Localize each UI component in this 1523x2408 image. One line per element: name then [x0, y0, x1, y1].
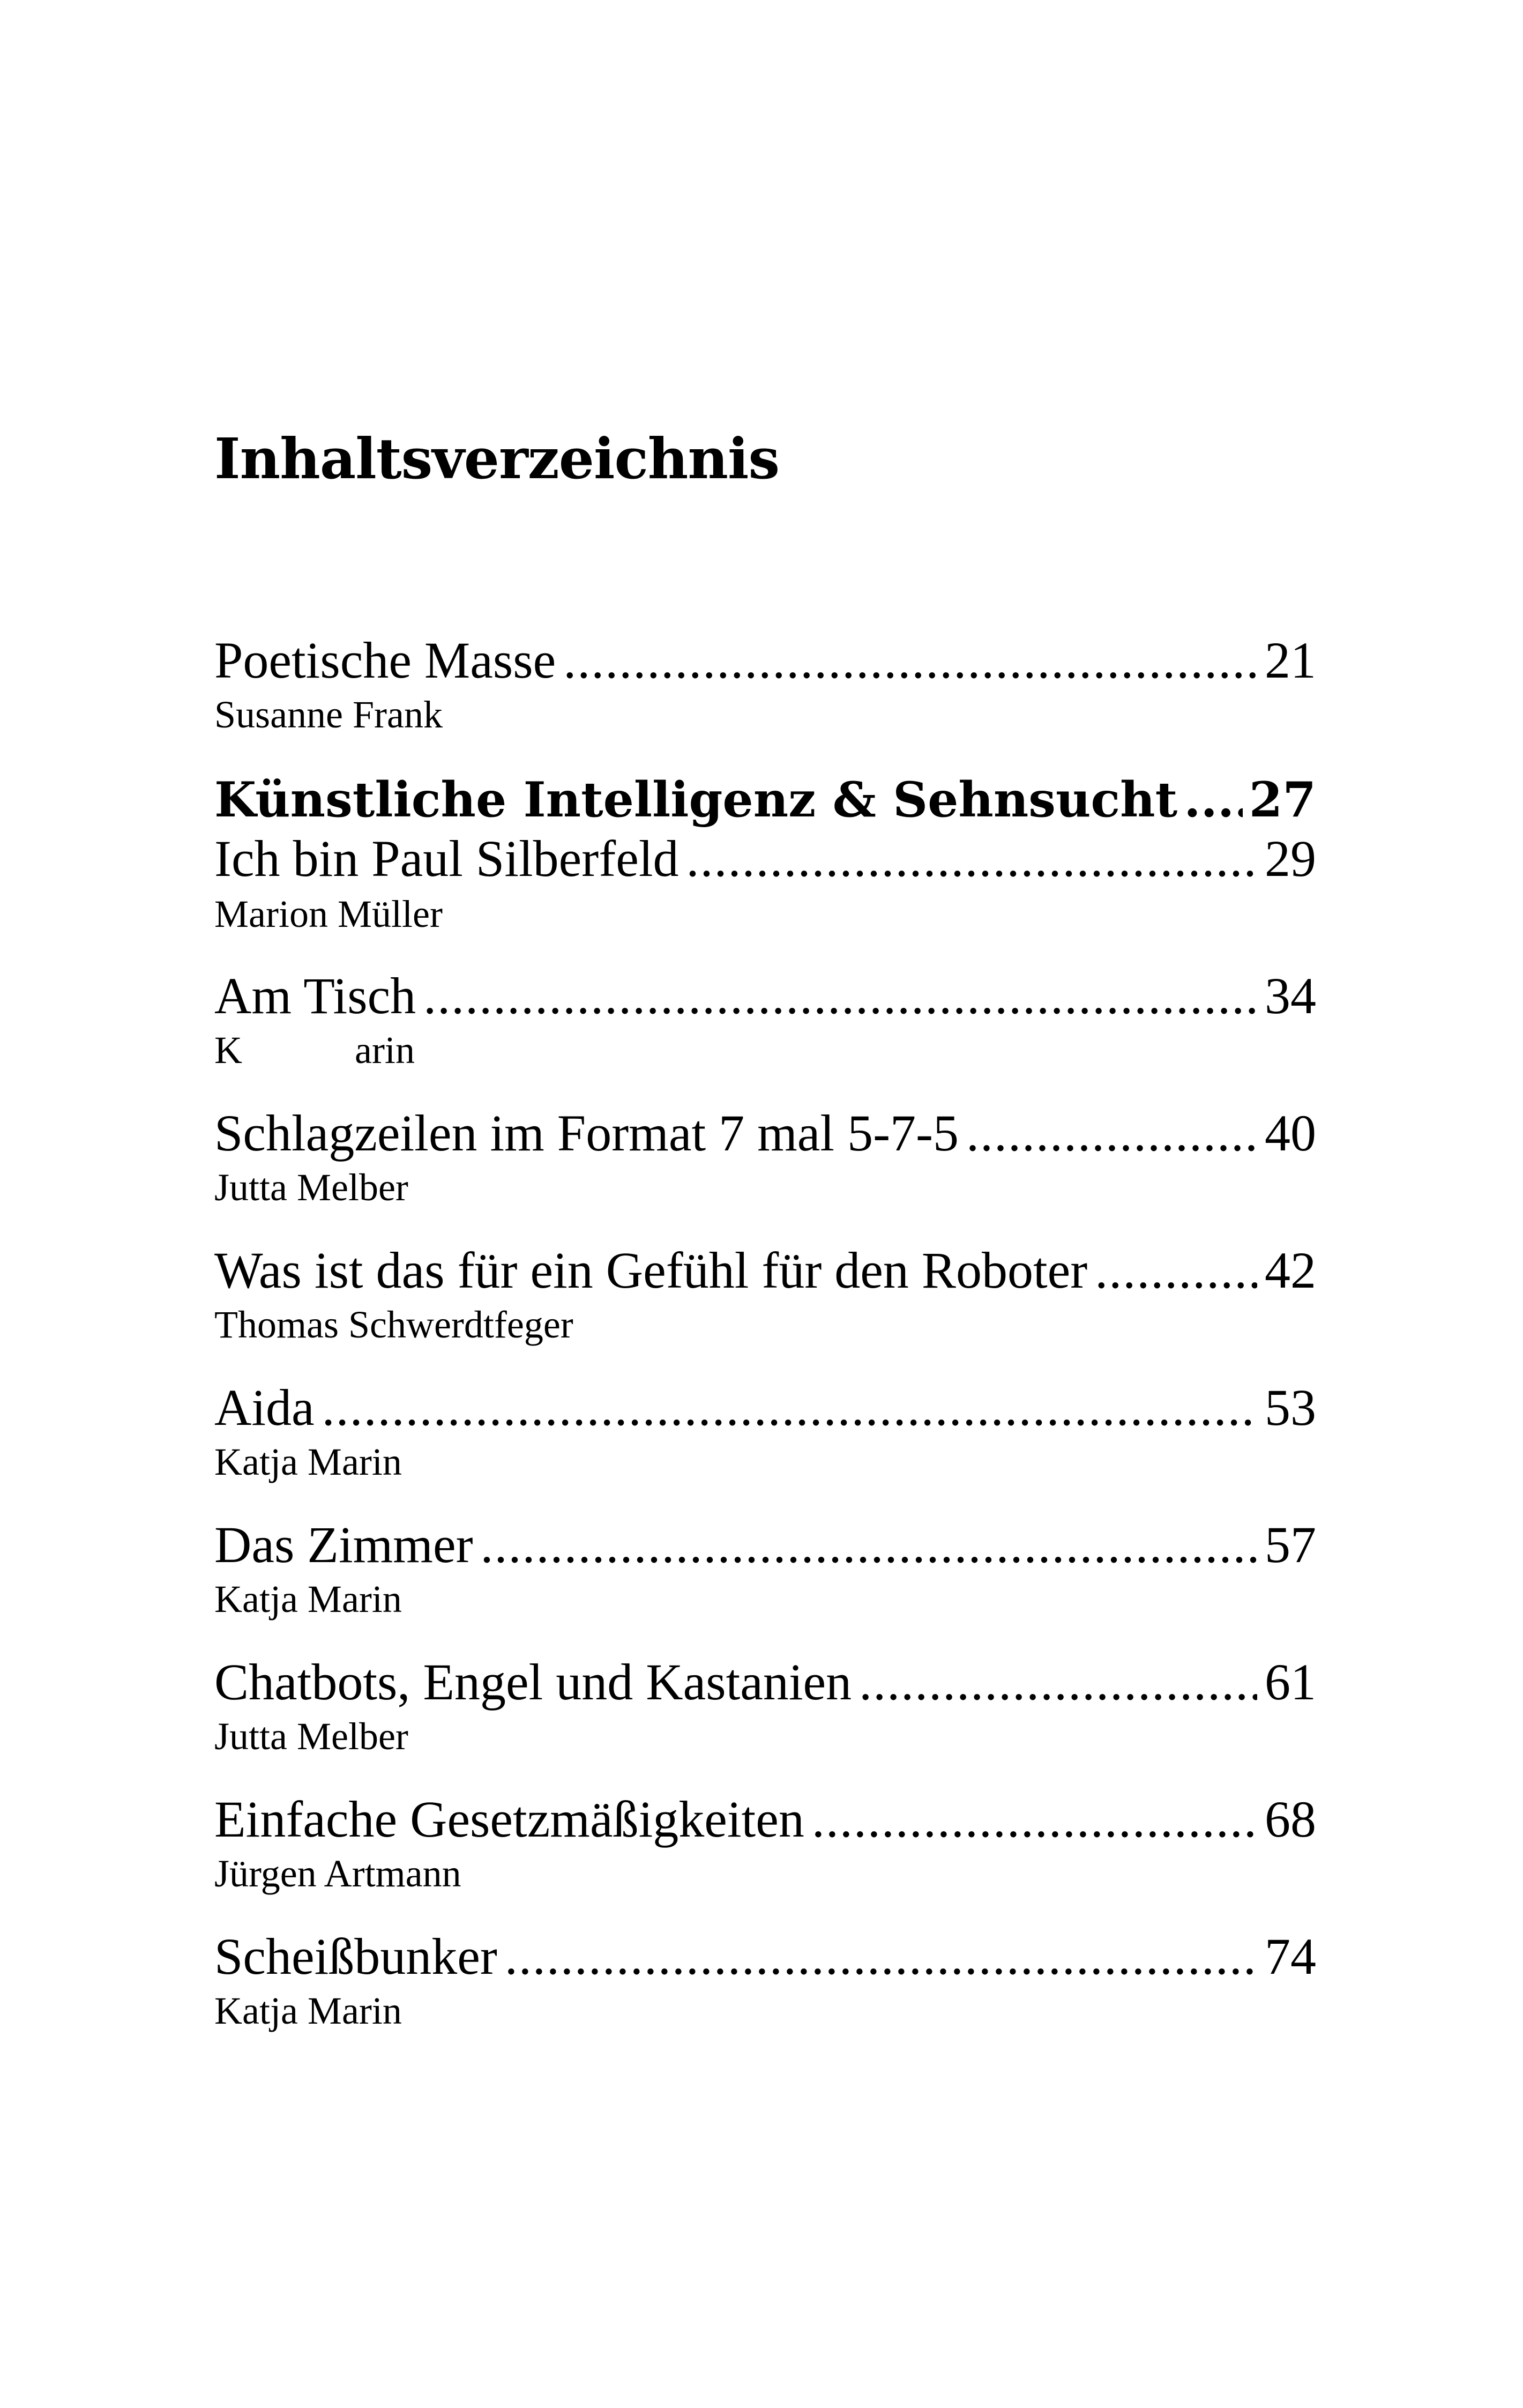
- entry-title: Chatbots, Engel und Kastanien: [214, 1653, 852, 1711]
- toc-entry[interactable]: [214, 628, 1316, 693]
- dot-leader: [859, 1650, 1257, 1714]
- entry-title: Was ist das für ein Gefühl für den Roboter: [214, 1242, 1088, 1299]
- entry-author: Marion Müller: [214, 893, 443, 935]
- entry-title: Ich bin Paul Silberfeld: [214, 830, 679, 887]
- page-number: 61: [1265, 1653, 1316, 1711]
- entry-author: Katja Marin: [214, 1989, 402, 2032]
- dot-leader: [423, 964, 1257, 1028]
- dot-leader: [563, 628, 1257, 693]
- dot-leader: [1184, 768, 1243, 832]
- entry-title: Das Zimmer: [214, 1516, 473, 1573]
- entry-author: Thomas Schwerdtfeger: [214, 1303, 573, 1346]
- entry-title: Einfache Gesetzmäßigkeiten: [214, 1790, 804, 1848]
- toc-entry[interactable]: [214, 964, 1316, 1028]
- entry-author: Katja Marin: [214, 1578, 402, 1621]
- page-number: 40: [1265, 1104, 1316, 1162]
- toc-entry[interactable]: [214, 1376, 1316, 1440]
- dot-leader: [481, 1513, 1257, 1577]
- page-number: 27: [1249, 771, 1316, 828]
- page-number: 53: [1265, 1379, 1316, 1436]
- author-fragment-left: K: [214, 1029, 242, 1072]
- page-number: 68: [1265, 1790, 1316, 1848]
- page-number: 34: [1265, 967, 1316, 1024]
- toc-entry[interactable]: [214, 827, 1316, 891]
- entry-title: Schlagzeilen im Format 7 mal 5-7-5: [214, 1104, 959, 1162]
- page-title: Inhaltsverzeichnis: [214, 426, 780, 492]
- entry-author: Jutta Melber: [214, 1166, 408, 1209]
- entry-title: Aida: [214, 1379, 315, 1436]
- entry-author: Jutta Melber: [214, 1715, 408, 1758]
- toc-section-heading[interactable]: [214, 768, 1316, 832]
- dot-leader: [322, 1376, 1257, 1440]
- entry-title: Scheißbunker: [214, 1928, 497, 1985]
- entry-title: Am Tisch: [214, 967, 416, 1024]
- page-number: 21: [1265, 631, 1316, 689]
- dot-leader: [505, 1924, 1257, 1989]
- toc-entry[interactable]: [214, 1924, 1316, 1989]
- page-number: 42: [1265, 1242, 1316, 1299]
- entry-author: Jürgen Artmann: [214, 1852, 461, 1895]
- page-number: 29: [1265, 830, 1316, 887]
- toc-entry[interactable]: [214, 1238, 1316, 1303]
- dot-leader: [966, 1101, 1257, 1165]
- author-fragment-right: arin: [355, 1029, 415, 1072]
- table-of-contents: [214, 0, 1316, 2408]
- page-number: 57: [1265, 1516, 1316, 1573]
- section-title: Künstliche Intelligenz & Sehnsucht: [214, 771, 1178, 828]
- dot-leader: [812, 1787, 1257, 1852]
- toc-entry[interactable]: [214, 1650, 1316, 1714]
- dot-leader: [1095, 1238, 1257, 1303]
- entry-author: Susanne Frank: [214, 693, 443, 736]
- toc-entry[interactable]: [214, 1787, 1316, 1852]
- page-number: 74: [1265, 1928, 1316, 1985]
- entry-title: Poetische Masse: [214, 631, 556, 689]
- toc-entry[interactable]: [214, 1513, 1316, 1577]
- toc-entry[interactable]: [214, 1101, 1316, 1165]
- dot-leader: [686, 827, 1257, 891]
- entry-author: Katja Marin: [214, 1440, 402, 1483]
